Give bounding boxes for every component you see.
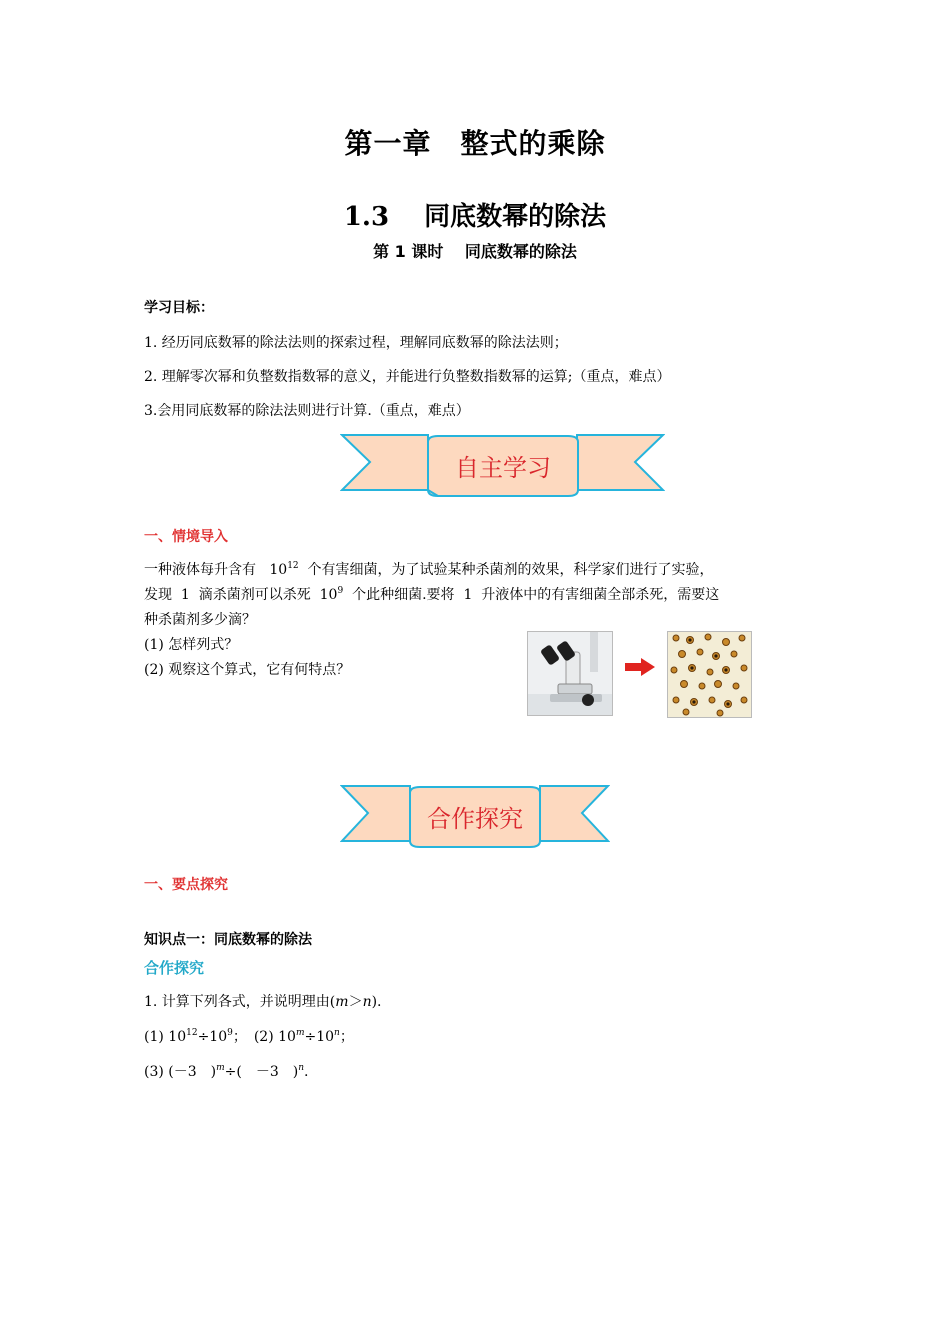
knowledge-point-heading: 知识点一：同底数幂的除法 bbox=[144, 932, 312, 948]
intro-line-3: 种杀菌剂多少滴？ bbox=[144, 612, 256, 628]
objective-item-3: 3.会用同底数幂的除法法则进行计算.（重点，难点） bbox=[144, 403, 470, 419]
lesson-title: 第 1 课时 同底数幂的除法 bbox=[373, 242, 577, 261]
intro-line-1: 一种液体每升含有 $10^{12}$ 个有害细菌，为了试验某种杀菌剂的效果，科学家们进行了实验， bbox=[144, 561, 714, 578]
microscope-icon bbox=[528, 632, 612, 715]
intro-line-2: 发现 1 滴杀菌剂可以杀死 $10^9$ 个此种细菌.要将 1 升液体中的有害细菌全部杀死，需要这 bbox=[144, 586, 720, 603]
objective-item-1: 1. 经历同底数幂的除法法则的探索过程，理解同底数幂的除法法则； bbox=[144, 335, 568, 351]
bacteria-icon bbox=[668, 632, 751, 717]
section-title: 1.3 同底数幂的除法 bbox=[343, 202, 607, 232]
intro-question-2: (2) 观察这个算式，它有何特点？ bbox=[144, 662, 351, 678]
objectives-heading: 学习目标： bbox=[144, 300, 214, 316]
task-1: 1. 计算下列各式，并说明理由(m＞n). bbox=[144, 994, 382, 1010]
microscope-image bbox=[527, 631, 613, 716]
intro-question-1: (1) 怎样列式？ bbox=[144, 637, 239, 653]
banner-cooperative bbox=[340, 783, 610, 853]
explore-heading: 一、要点探究 bbox=[144, 877, 228, 893]
arrow-right-icon bbox=[625, 658, 655, 676]
exercise-line-2: (3) (－3 )$^m$÷( －3 )$^n$. bbox=[144, 1063, 309, 1080]
bacteria-image bbox=[667, 631, 752, 718]
cooperative-subheading: 合作探究 bbox=[144, 959, 205, 977]
banner-self-study bbox=[340, 432, 665, 502]
objective-item-2: 2. 理解零次幂和负整数指数幂的意义，并能进行负整数指数幂的运算;（重点，难点） bbox=[144, 369, 671, 385]
intro-heading: 一、情境导入 bbox=[144, 529, 228, 545]
chapter-title: 第一章 整式的乘除 bbox=[344, 127, 606, 160]
banner-self-study-label: 自主学习 bbox=[455, 454, 551, 482]
banner-cooperative-label: 合作探究 bbox=[427, 805, 523, 833]
exercise-line-1: (1) $10^{12}\div 10^9$； (2) $10^m\div 10^n$； bbox=[144, 1028, 354, 1045]
